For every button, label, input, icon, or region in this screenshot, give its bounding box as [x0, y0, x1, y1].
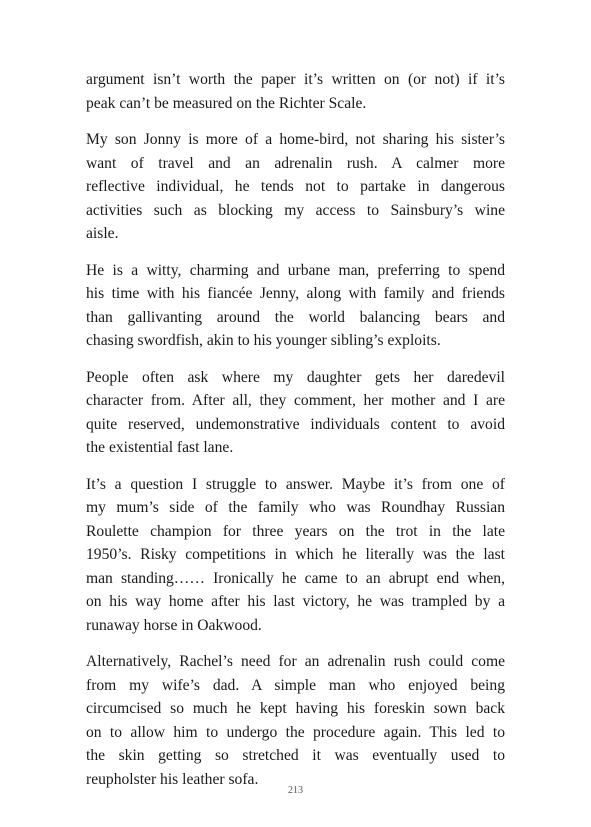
text-line: want of travel and an adrenalin rush. A calmer more [86, 154, 505, 172]
text-line: chasing swordfish, akin to his younger sibling’s exploits. [86, 332, 441, 349]
text-line: 1950’s. Risky competitions in which he literally was the last [86, 546, 505, 563]
text-line: on his way home after his last victory, he was trampled by a [86, 593, 505, 610]
body-text [86, 68, 505, 804]
text-line: on to allow him to undergo the procedure again. This led to [86, 723, 505, 741]
text-line: He is a witty, charming and urbane man, preferring to spend [86, 261, 505, 279]
paragraph [86, 473, 505, 638]
text-line: from my wife’s dad. A simple man who enjoyed being [86, 676, 505, 694]
text-line: the skin getting so stretched it was eventually used to [86, 747, 505, 764]
text-line: than gallivanting around the world balancing bears and [86, 308, 505, 326]
paragraph [86, 128, 505, 246]
text-line: Alternatively, Rachel’s need for an adrenalin rush could come [86, 653, 505, 670]
text-line: peak can’t be measured on the Richter Scale. [86, 94, 367, 112]
text-line: activities such as blocking my access to Sainsbury’s wine [86, 201, 505, 219]
text-line: reflective individual, he tends not to partake in dangerous [86, 178, 505, 195]
text-line: his time with his fiancée Jenny, along with family and friends [86, 285, 505, 302]
text-line: argument isn’t worth the paper it’s written on (or not) if it’s [86, 71, 505, 88]
text-line: quite reserved, undemonstrative individuals content to avoid [86, 415, 505, 433]
text-line: character from. After all, they comment, her mother and I are [86, 392, 505, 409]
text-line: Roulette champion for three years on the trot in the late [86, 522, 505, 540]
text-line: My son Jonny is more of a home-bird, not sharing his sister’s [86, 131, 505, 148]
page-number: 213 [288, 785, 303, 796]
text-line: my mum’s side of the family who was Roundhay Russian [86, 499, 505, 516]
text-line: aisle. [86, 225, 119, 242]
text-line: People often ask where my daughter gets her daredevil [86, 368, 505, 386]
text-line: It’s a question I struggle to answer. Maybe it’s from one of [86, 475, 505, 493]
text-line: reupholster his leather sofa. [86, 770, 259, 788]
paragraph [86, 650, 505, 791]
paragraph [86, 259, 505, 353]
paragraph [86, 68, 505, 115]
text-line: man standing…… Ironically he came to an abrupt end when, [86, 569, 505, 587]
text-line: circumcised so much he kept having his foreskin sown back [86, 700, 505, 717]
paragraph [86, 366, 505, 460]
text-line: the existential fast lane. [86, 439, 234, 456]
text-line: runaway horse in Oakwood. [86, 616, 262, 634]
